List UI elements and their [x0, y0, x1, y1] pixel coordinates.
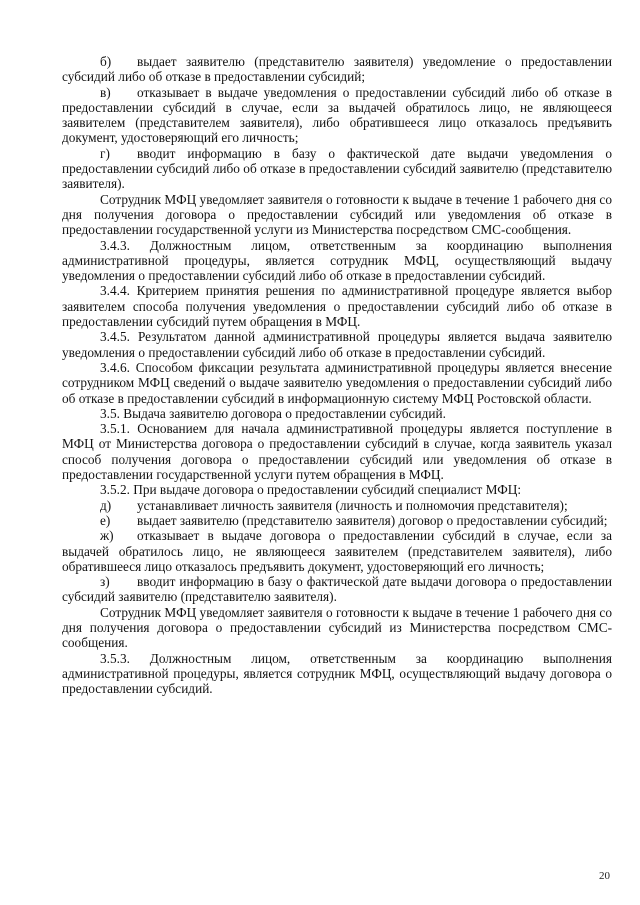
list-item-label: д) [100, 497, 112, 513]
list-item-g [62, 146, 612, 192]
list-item-text: отказывает в выдаче уведомления о предоставлении субсидий либо об отказе в предоставлении субсидий в случае, если за выдачей обратилось лицо, не являющееся заявителем (представителем заявителя), либо обратившееся лицо отказалось предъявить документ, удостоверяющий его личность; [62, 84, 612, 146]
paragraph-3-5-3: 3.5.3. Должностным лицом, ответственным за координацию выполнения административной процедуры, является сотрудник МФЦ, осуществляющий выдачу договора о предоставлении субсидий. [62, 650, 612, 697]
paragraph-notification-2: Сотрудник МФЦ уведомляет заявителя о готовности к выдаче в течение 1 рабочего дня со дня получения договора о предоставлении субсидий из Министерства посредством СМС-сообщения. [62, 604, 612, 651]
paragraph-3-4-4: 3.4.4. Критерием принятия решения по административной процедуре является выбор заявителем способа получения уведомления о предоставлении субсидий либо об отказе в предоставлении субсидий путем обращения в МФЦ. [62, 283, 612, 330]
list-item-text: выдает заявителю (представителю заявителя) договор о предоставлении субсидий; [137, 512, 608, 528]
paragraph-3-5-1: 3.5.1. Основанием для начала административной процедуры является поступление в МФЦ от Министерства договора о предоставлении субсидий в случае, когда заявитель указал способ получения договора о предоставлении субсидий или уведомления об отказе в предоставлении государственной услуги путем обращения в МФЦ. [62, 421, 612, 483]
list-item-text: устанавливает личность заявителя (личность и полномочия представителя); [137, 497, 568, 513]
list-item-label: е) [100, 512, 111, 528]
list-item-v [62, 85, 612, 146]
list-item-text: отказывает в выдаче договора о предоставлении субсидий в случае, если за выдачей обратилось лицо, не являющееся заявителем (представителем заявителя), либо обратившееся лицо отказалось предъявить документ, удостоверяющий его личность; [62, 528, 612, 574]
list-item-text: вводит информацию в базу о фактической дате выдачи уведомления о предоставлении субсидий либо об отказе в предоставлении субсидий заявителю (представителю заявителя). [62, 145, 612, 192]
list-item-text: вводит информацию в базу о фактической дате выдачи договора о предоставлении субсидий заявителю (представителю заявителя). [62, 574, 612, 605]
list-item-zh [62, 528, 612, 574]
list-item-d [62, 498, 612, 513]
list-item-label: ж) [100, 528, 114, 544]
document-page [62, 54, 612, 696]
list-item-label: г) [100, 145, 110, 161]
paragraph-3-5-2: 3.5.2. При выдаче договора о предоставлении субсидий специалист МФЦ: [100, 482, 522, 498]
list-item-label: в) [100, 84, 111, 100]
list-item-e [62, 513, 612, 528]
paragraph-3-4-5: 3.4.5. Результатом данной административной процедуры является выдача заявителю уведомления о предоставлении субсидий либо об отказе в предоставлении субсидий. [62, 329, 612, 360]
paragraph-3-4-3: 3.4.3. Должностным лицом, ответственным за координацию выполнения административной процедуры, является сотрудник МФЦ, осуществляющий выдачу уведомления о предоставлении субсидий либо об отказе в предоставлении субсидий. [62, 237, 612, 284]
paragraph-notification: Сотрудник МФЦ уведомляет заявителя о готовности к выдаче в течение 1 рабочего дня со дня получения договора о предоставлении субсидий или уведомления об отказе в предоставлении государственной услуги из Министерства посредством СМС-сообщения. [62, 191, 612, 238]
list-item-text: выдает заявителю (представителю заявителя) уведомление о предоставлении субсидий либо об отказе в предоставлении субсидий; [62, 54, 612, 85]
page-number: 20 [599, 870, 610, 882]
list-item-z [62, 574, 612, 605]
list-item-b [62, 54, 612, 85]
section-heading-3-5: 3.5. Выдача заявителю договора о предоставлении субсидий. [100, 405, 446, 421]
list-item-label: з) [100, 574, 110, 590]
paragraph-3-4-6: 3.4.6. Способом фиксации результата административной процедуры является внесение сотрудником МФЦ сведений о выдаче заявителю уведомления о предоставлении субсидий либо об отказе в предоставлении субсидий в информационную систему МФЦ Ростовской области. [62, 359, 612, 406]
list-item-label: б) [100, 54, 112, 69]
